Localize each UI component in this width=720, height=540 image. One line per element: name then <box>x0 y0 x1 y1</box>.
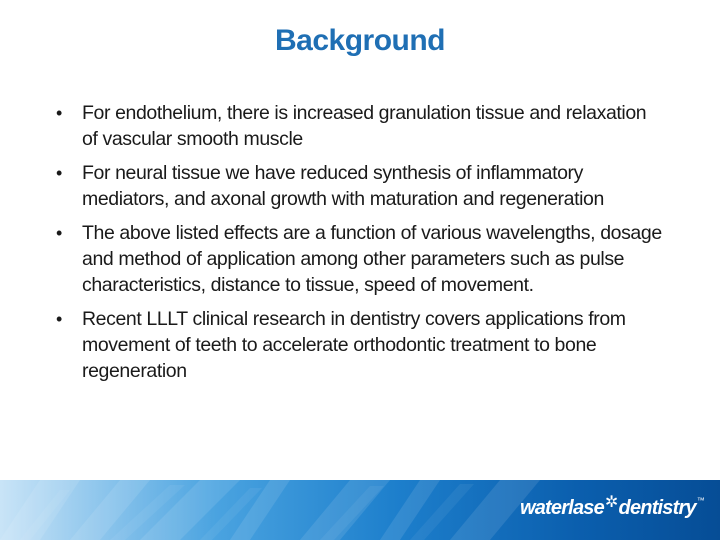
waterlase-dentistry-logo <box>520 488 704 528</box>
bullet-mark: • <box>56 163 62 183</box>
bullet-item <box>56 160 666 212</box>
logo-trademark: ™ <box>696 495 704 505</box>
bullet-mark: • <box>56 103 62 123</box>
footer-banner <box>0 480 720 540</box>
logo-star-icon: ✲ <box>604 494 618 511</box>
bullet-text: For endothelium, there is increased granulation tissue and relaxation of vascular smooth muscle <box>82 102 647 150</box>
bullet-item <box>56 220 666 298</box>
bullet-mark: • <box>56 309 62 329</box>
bullet-text: The above listed effects are a function of various wavelengths, dosage and method of application among other parameters such as pulse characteristics, distance to tissue, speed of movement. <box>82 222 662 296</box>
logo-text-dentistry: dentistry <box>618 496 696 519</box>
logo-text-waterlase: waterlase <box>519 496 604 519</box>
bullet-text: Recent LLLT clinical research in dentistry covers applications from movement of teeth to accelerate orthodontic treatment to bone regeneration <box>82 308 626 382</box>
bullet-text: For neural tissue we have reduced synthesis of inflammatory mediators, and axonal growth with maturation and regeneration <box>82 162 604 210</box>
slide-title: Background <box>274 24 446 57</box>
bullet-item <box>56 306 666 384</box>
bullet-item <box>56 100 666 152</box>
bullet-mark: • <box>56 223 62 243</box>
bullet-list <box>56 100 666 392</box>
